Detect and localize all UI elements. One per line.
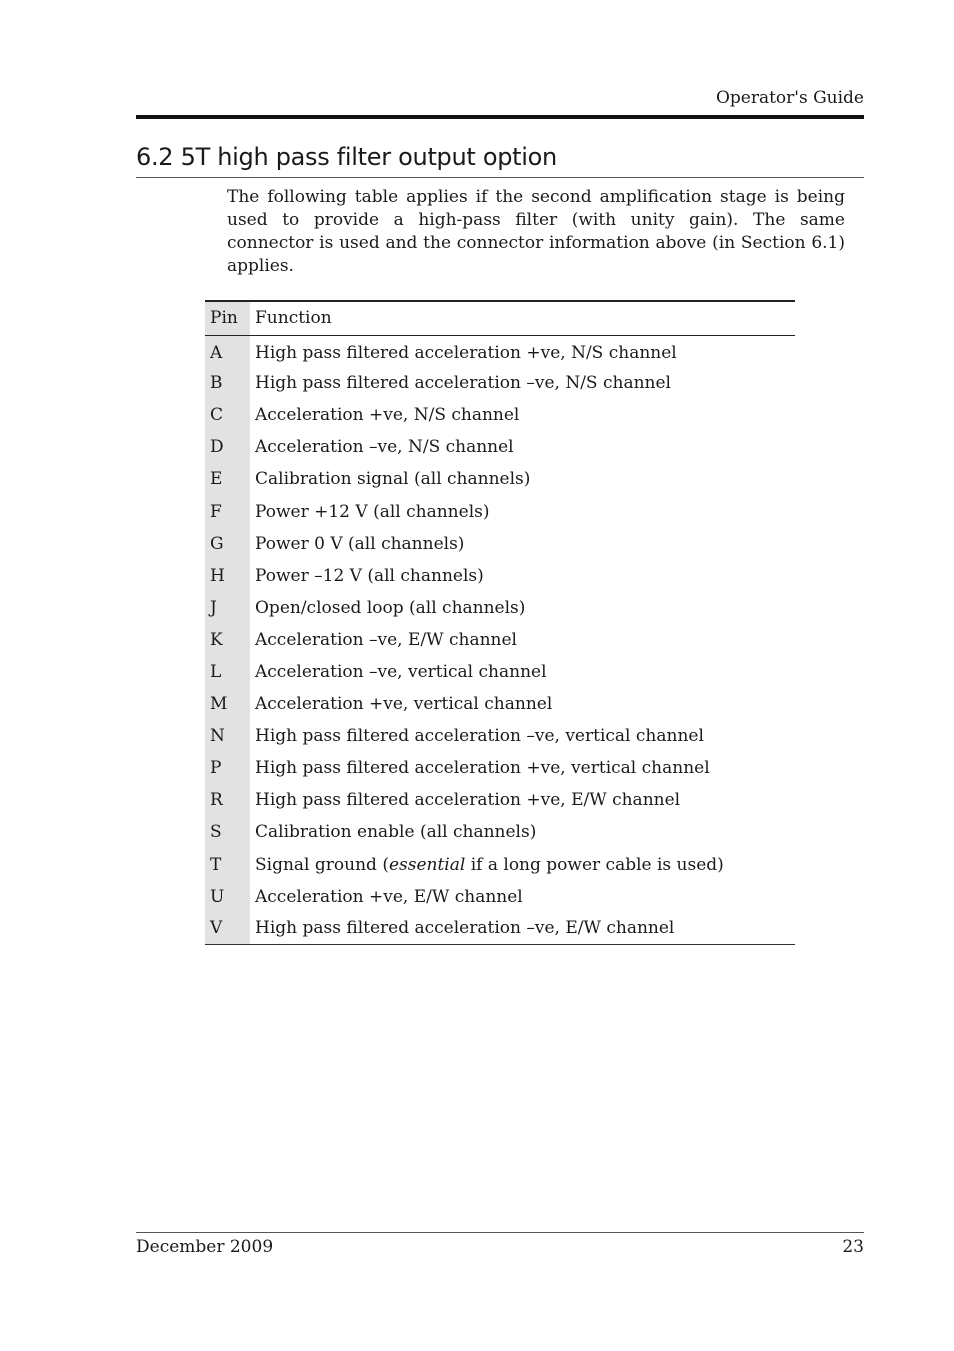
pin-cell: G [205,528,250,560]
table-row [205,592,795,624]
table-row [205,399,795,431]
function-cell: High pass filtered acceleration –ve, N/S channel [255,373,671,394]
table-row [205,560,795,592]
table-row [205,495,795,527]
function-cell [250,849,795,881]
table-row [205,624,795,656]
table-row [205,688,795,720]
pin-cell: C [205,399,250,431]
pin-cell: A [205,335,250,367]
table-row [205,528,795,560]
pin-cell: P [205,752,250,784]
table-row [205,463,795,495]
table-header-row [205,301,795,335]
pin-cell: B [205,367,250,399]
function-text: Signal ground ( [255,854,389,875]
intro-paragraph: The following table applies if the second amplification stage is being used to provide a high-pass filter (with unity gain). The same connector is used and the connector information above (in Section 6.1) applies. [227,187,845,276]
pin-function-table [205,300,795,945]
pin-cell: N [205,720,250,752]
pin-column-header: Pin [205,301,250,335]
function-cell: High pass filtered acceleration +ve, N/S channel [255,342,677,363]
pin-cell: D [205,431,250,463]
running-header: Operator's Guide [715,88,864,108]
function-cell: Calibration signal (all channels) [255,469,531,490]
table-row [205,881,795,913]
function-cell: High pass filtered acceleration +ve, vertical channel [255,758,710,779]
pin-cell: S [205,816,250,848]
function-cell: Open/closed loop (all channels) [255,597,526,618]
function-cell: High pass filtered acceleration –ve, vertical channel [255,726,704,747]
pin-cell: K [205,624,250,656]
function-cell: Acceleration +ve, N/S channel [255,405,520,426]
pin-cell: J [205,592,250,624]
page-number: 23 [842,1237,864,1257]
header-rule [136,115,864,119]
function-cell: Acceleration –ve, N/S channel [255,437,514,458]
function-cell: Acceleration –ve, E/W channel [255,629,517,650]
table-row [205,913,795,945]
emphasis-text: essential [388,854,466,875]
function-text: if a long power cable is used) [465,854,724,875]
footer-date: December 2009 [136,1237,274,1257]
footer-rule [136,1232,864,1233]
pin-cell: E [205,463,250,495]
table-row [205,849,795,881]
function-cell: High pass filtered acceleration –ve, E/W channel [250,913,795,945]
pin-cell: F [205,495,250,527]
table-row [205,784,795,816]
title-rule [136,177,864,178]
section-title: 6.2 5T high pass filter output option [136,143,557,171]
function-cell: Power 0 V (all channels) [255,533,465,554]
pin-cell: R [205,784,250,816]
function-cell: Power –12 V (all channels) [255,565,484,586]
pin-cell: M [205,688,250,720]
table-row [205,431,795,463]
function-cell: Acceleration –ve, vertical channel [255,661,547,682]
pin-cell: L [205,656,250,688]
function-cell: Power +12 V (all channels) [255,501,490,522]
function-cell: Acceleration +ve, vertical channel [255,694,553,715]
table-row [205,335,795,367]
table-row [205,752,795,784]
table-row [205,720,795,752]
pin-cell: T [205,849,250,881]
function-cell: Calibration enable (all channels) [255,822,537,843]
function-cell: High pass filtered acceleration +ve, E/W channel [255,790,681,811]
pin-cell: H [205,560,250,592]
table-row [205,816,795,848]
function-column-header: Function [250,301,795,335]
function-cell: Acceleration +ve, E/W channel [255,886,523,907]
table-row [205,367,795,399]
table-row [205,656,795,688]
pin-cell: U [205,881,250,913]
pin-cell: V [205,913,250,945]
